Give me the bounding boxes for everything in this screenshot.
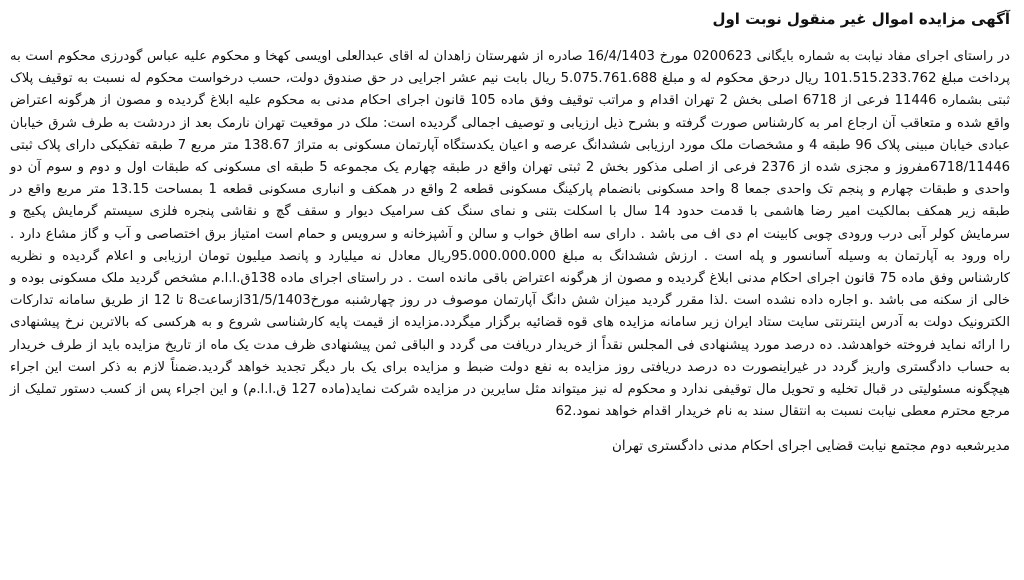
notice-signature: مدیرشعبه دوم مجتمع نیابت قضایی اجرای احکام مدنی دادگستری تهران <box>611 438 1010 455</box>
notice-body: در راستای اجرای مفاد نیابت به شماره بایگانی 0200623 مورخ 16/4/1403 صادره از شهرستان زاهدان له اقای عبدالعلی اویسی کهخا و محکوم علیه عباس گودرزی محکوم است به پرداخت مبلغ 101.515.233.762 ریال درحق محکوم له و مبلغ 5.075.761.688 ریال بابت نیم عشر اجرایی در حق صندوق دولت، حسب درخواست محکوم له نسبت به توقیف پلاک ثبتی بشماره 11446 فرعی از 6718 اصلی بخش 2 تهران اقدام و مراتب توقیف وفق ماده 105 قانون اجرای احکام مدنی به محکوم علیه ابلاغ گردیده و مصون از هرگونه اعتراض واقع شده و متعاقب آن ارجاع امر به کارشناس صورت گرفته و بشرح ذیل ارزیابی و توصیف اجمالی گردیده است: ملک در موقعیت تهران نارمک بعد از دردشت به طرف شرق خیابان عبادی خیابان مبینی پلاک 96 طبقه 4 و مشخصات ملک مورد ارزیابی ششدانگ عرصه و اعیان یکدستگاه آپارتمان مسکونی به متراژ 138.67 متر مربع 7 طبقه تفکیکی دارای پلاک ثبتی 6718/11446مفروز و مجزی شده از 2376 فرعی از اصلی مذکور بخش 2 ثبتی تهران واقع در طبقه چهارم یک مجموعه 5 طبقه ای مسکونی که طبقات اول و دوم و سوم آن دو واحدی و طبقات چهارم و پنجم تک واحدی جمعا 8 واحد مسکونی بانضمام پارکینگ مسکونی قطعه 2 واقع در همکف و انباری مسکونی قطعه 1 بمساحت 13.15 متر مربع واقع در طبقه زیر همکف بمالکیت امیر رضا هاشمی با قدمت حدود 14 سال با اسکلت بتنی و نمای سنگ کف سرامیک دیوار و سقف گچ و نقاشی پنجره فلزی سیستم گرمایش پکیج و سرمایش کولر آبی درب ورودی چوبی کابینت ام دی اف می باشد . دارای سه اطاق خواب و سالن و آشپزخانه و سرویس و حمام است امتیاز برق اختصاصی و آب و گاز مشاع دارد . راه ورود به آپارتمان به وسیله آسانسور و پله است . ارزش ششدانگ به مبلغ 95.000.000.000ریال معادل نه میلیارد و پانصد میلیون تومان ارزیابی و اعلام گردیده و نظریه کارشناس وفق ماده 75 قانون اجرای احکام مدنی ابلاغ گردیده و مصون از هرگونه اعتراض باقی مانده است . در راستای اجرای ماده 138ق.ا.ا.م مشخص گردید ملک مسکونی بوده و خالی از سکنه می باشد .و اجاره داده نشده است .لذا مقرر گردید میزان شش دانگ آپارتمان موصوف در روز چهارشنبه مورخ31/5/1403ازساعت8 تا 12 از طریق سامانه تدارکات الکترونیک دولت به آدرس اینترنتی سایت ستاد ایران زیر سامانه مزایده های قوه قضائیه برگزار میگردد.مزایده از قیمت پایه کارشناسی شروع و به هرکسی که بالاترین نرخ پیشنهادی را ارائه نماید فروخته خواهدشد. ده درصد مورد پیشنهادی فی المجلس نقداً از خریدار دریافت می گردد و الباقی ثمن پیشنهادی ظرف مدت یک ماه از تاریخ مزایده باید از طرف خریدار به حساب دادگستری واریز گردد در غیراینصورت ده درصد دریافتی روز مزایده به نفع دولت ضبط و مزایده برای یک بار دیگر تجدید خواهد گردید.ضمناً لازم به ذکر است این اجراء هیچگونه مسئولیتی در قبال تخلیه و تحویل مال توقیفی ندارد و محکوم له نیز میتواند مثل سایرین در مزایده شرکت نماید(ماده 127 ق.ا.ا.م) و این اجراء پس از کسب دستور تملیک از مرجع محترم معطی نیابت نسبت به انتقال سند به نام خریدار اقدام خواهد نمود.62 <box>10 49 1011 420</box>
auction-notice <box>10 6 1010 457</box>
notice-title: آگهی مزایده اموال غیر منقول نوبت اول <box>712 10 1010 28</box>
